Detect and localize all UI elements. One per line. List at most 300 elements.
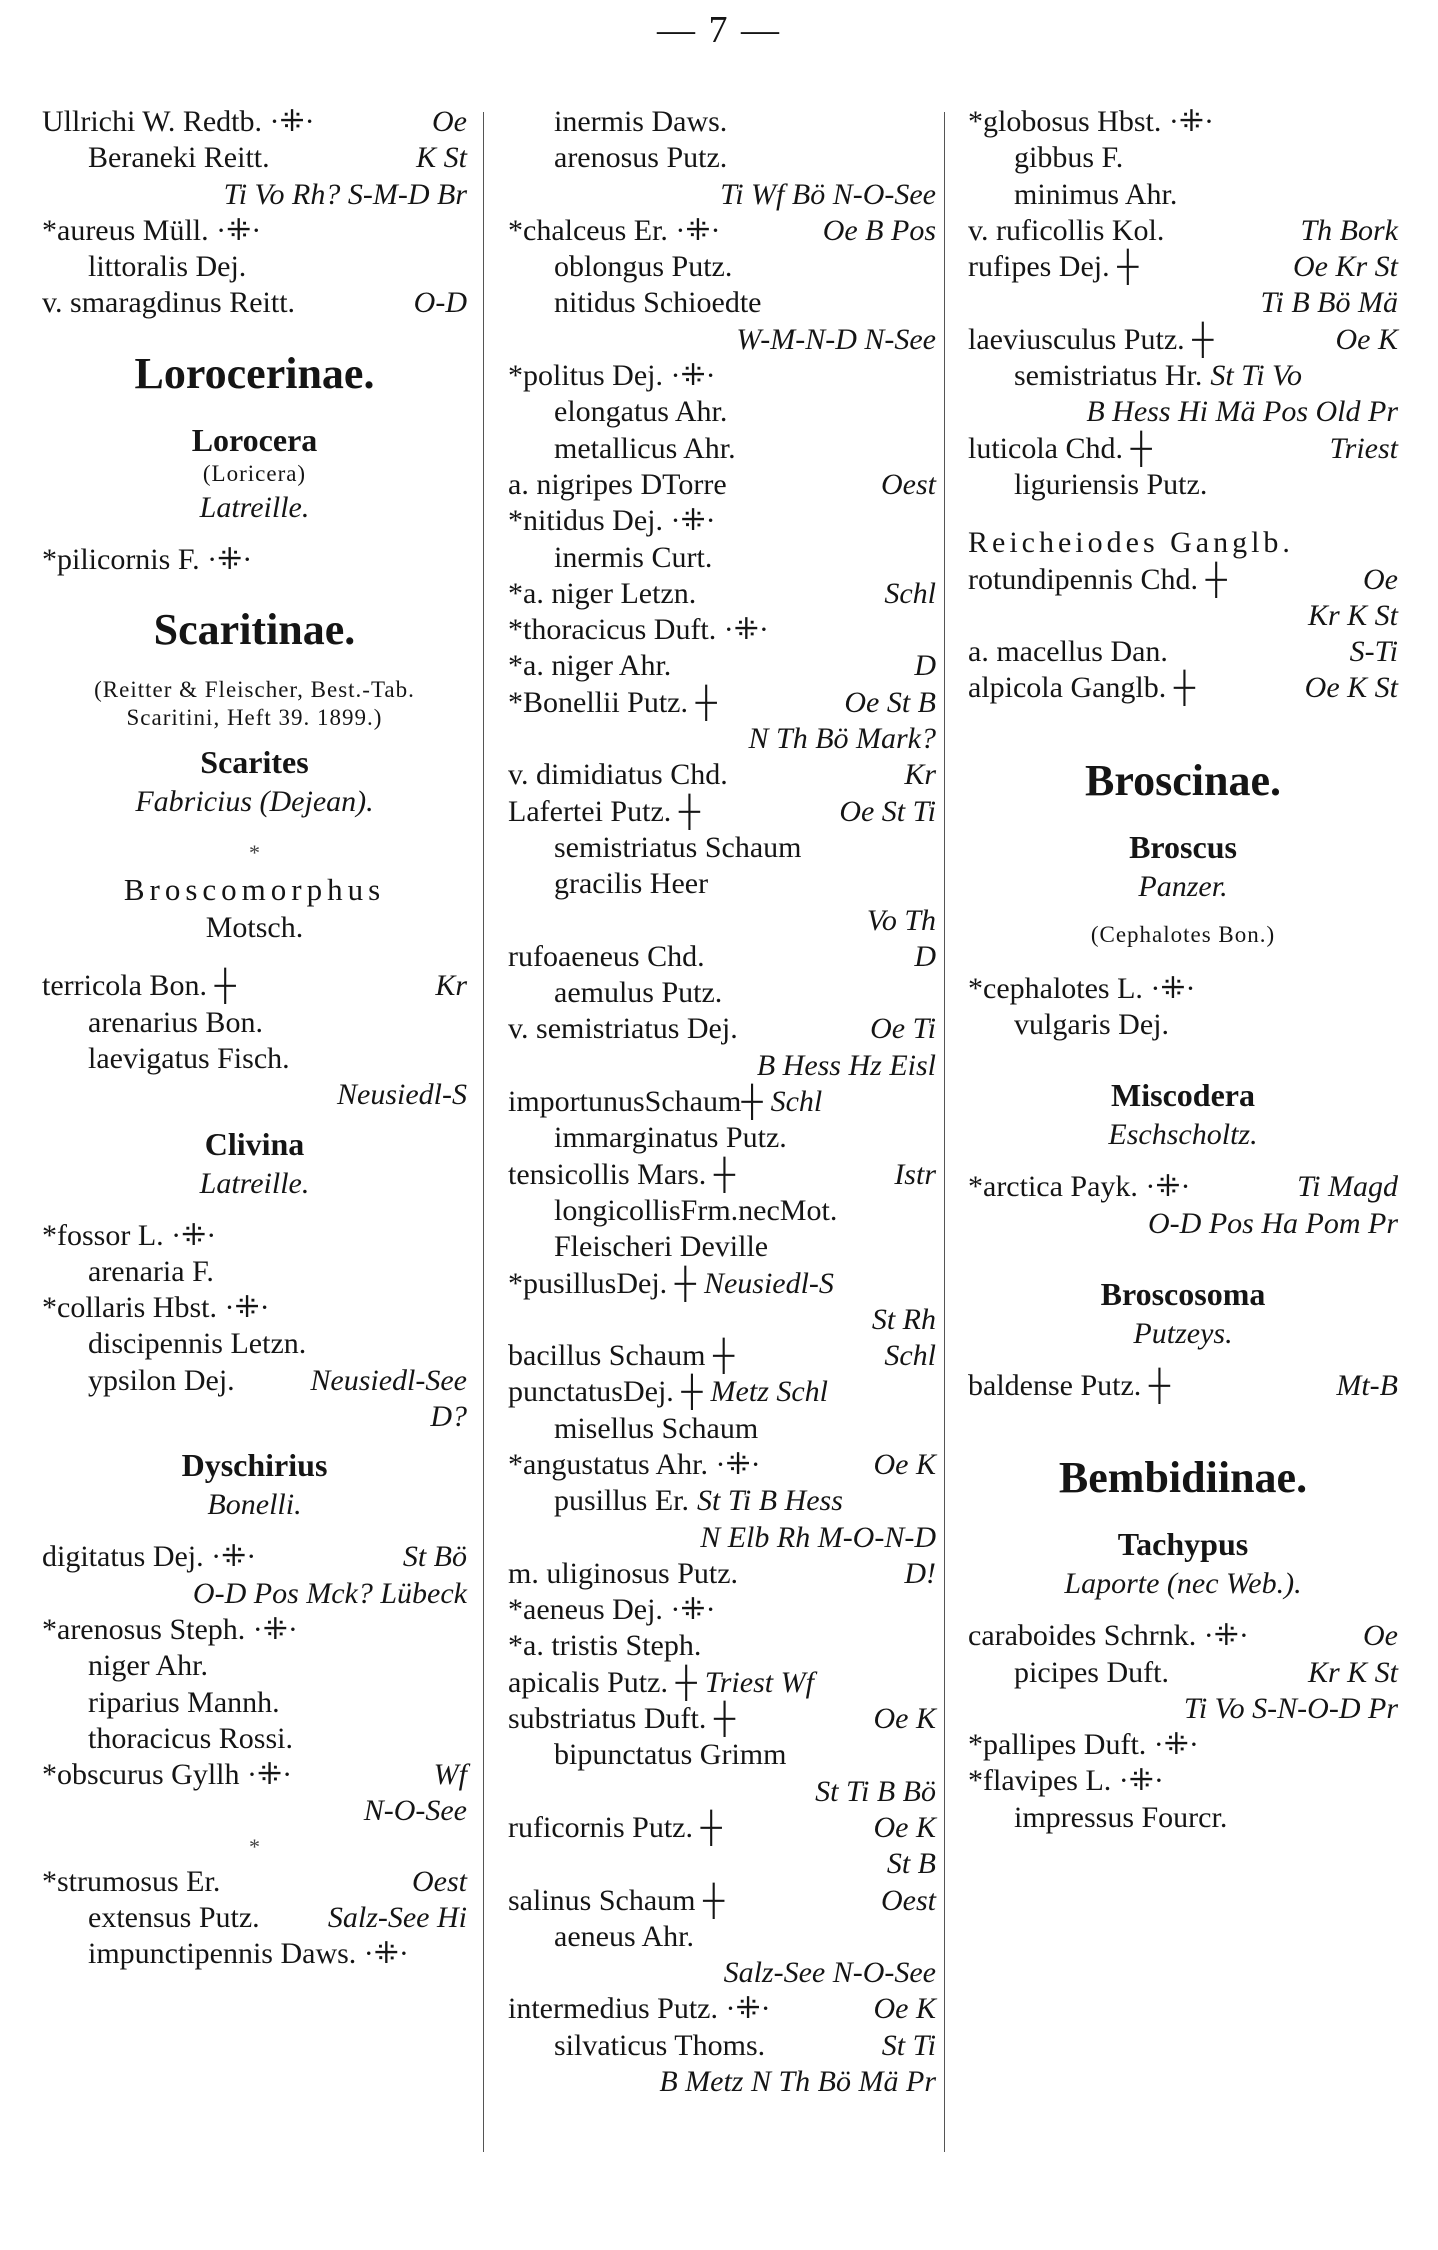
species-entry [508,1411,936,1447]
species-name: *aeneus Dej. ·⁜· [508,1593,716,1627]
species-entry [968,971,1398,1007]
species-entry [508,1846,936,1882]
species-name: inermis Curt. [554,540,713,574]
species-name: bacillus Schaum ┼ [508,1339,735,1373]
species-entry [508,1447,936,1483]
species-name: thoracicus Rossi. [88,1721,293,1755]
species-name: ruficornis Putz. ┼ [508,1810,722,1844]
species-name: *aureus Müll. ·⁜· [42,213,262,247]
species-name: v. semistriatus Dej. [508,1012,738,1046]
species-name: *globosus Hbst. ·⁜· [968,105,1214,138]
species-entry [968,140,1398,176]
species-entry [508,213,936,249]
species-name: alpicola Ganglb. ┼ [968,671,1196,705]
column-divider-right [944,112,945,2152]
species-entry [508,358,936,394]
genus-heading: Lorocera [191,421,318,458]
species-entry [42,910,467,946]
species-name: Beraneki Reitt. [88,141,270,175]
species-entry [508,2064,936,2100]
species-name: longicollisFrm.necMot. [554,1193,838,1227]
species-entry [42,285,467,321]
species-entry [968,1169,1398,1205]
distribution-text: Oe K [873,1447,936,1481]
species-entry [508,1483,936,1519]
distribution-text: St Ti [881,2028,936,2062]
species-name: discipennis Letzn. [88,1327,307,1361]
distribution-text: Oe K [873,1810,936,1844]
distribution-text: B Hess Hz Eisl [756,1048,936,1082]
spacer [42,946,467,968]
species-name: laeviusculus Putz. ┼ [968,322,1214,356]
species-entry [968,562,1398,598]
species-entry [508,1157,936,1193]
species-entry [508,540,936,576]
species-entry [42,1793,467,1829]
species-entry [968,1206,1398,1242]
species-name: inermis Daws. [554,105,728,138]
species-entry [42,1685,467,1721]
species-name: Reicheiodes Ganglb. [968,526,1294,560]
species-entry [508,1701,936,1737]
species-entry [508,939,936,975]
species-name: niger Ahr. [88,1649,208,1683]
species-entry [508,1919,936,1955]
species-name: *pilicornis F. ·⁜· [42,542,253,576]
species-entry [508,576,936,612]
separator-mark: * [249,840,260,866]
genus-heading: Clivina [204,1125,305,1162]
species-name: minimus Ahr. [1014,177,1178,211]
genus-author: Eschscholtz. [1108,1118,1258,1152]
reference-note: (Loricera) [202,460,307,486]
distribution-text: Vo Th [866,903,936,937]
species-entry [508,1628,936,1664]
distribution-text: Oe Kr St [1293,250,1398,284]
species-entry [42,1936,467,1972]
distribution-text: D? [430,1400,467,1434]
column-right [968,104,1398,1836]
species-name: intermedius Putz. ·⁜· [508,1992,771,2026]
species-name: oblongus Putz. [554,250,733,284]
distribution-text: Oe [1363,1619,1398,1653]
distribution-text: Oe St Ti [839,794,936,828]
species-name: apicalis Putz. ┼ [508,1665,697,1699]
species-name: littoralis Dej. [88,250,247,284]
spacer [968,949,1398,971]
species-name: *obscurus Gyllh ·⁜· [42,1758,293,1792]
distribution-text: Salz-See N-O-See [723,1956,936,1990]
genus-author: Fabricius (Dejean). [135,785,374,819]
spacer [968,1043,1398,1065]
distribution-text: N Th Bö Mark? [748,722,936,756]
species-entry [508,503,936,539]
species-name: laevigatus Fisch. [88,1041,290,1075]
distribution-text: Wf [433,1758,467,1792]
species-name: extensus Putz. [88,1901,260,1935]
species-name: arenarius Bon. [88,1005,263,1039]
species-name: Lafertei Putz. ┼ [508,794,701,828]
reference-note: Scaritini, Heft 39. 1899.) [126,705,383,731]
species-name: salinus Schaum ┼ [508,1883,725,1917]
subfamily-heading: Lorocerinae. [134,348,375,398]
species-name: *fossor L. ·⁜· [42,1218,217,1252]
distribution-text: B Hess Hi Mä Pos Old Pr [1086,395,1398,429]
distribution-text: Neusiedl-S [337,1078,467,1112]
distribution-text: Oe K [1335,322,1398,356]
species-name: pusillus Er. [554,1484,690,1518]
distribution-text: St Rh [871,1302,936,1336]
distribution-text: Kr K St [1307,1655,1398,1689]
separator-mark: * [249,1833,260,1859]
species-entry [508,1955,936,1991]
distribution-text: Mt-B [1336,1368,1398,1402]
species-name: *a. niger Ahr. [508,649,672,683]
distribution-text: Oest [412,1864,467,1898]
species-name: *thoracicus Duft. ·⁜· [508,613,769,647]
species-name: *chalceus Er. ·⁜· [508,213,721,247]
species-entry [42,968,467,1004]
distribution-text: St Bö [402,1540,467,1574]
distribution-text: Metz Schl [710,1375,829,1409]
species-entry [508,975,936,1011]
species-entry [968,634,1398,670]
species-entry [968,249,1398,285]
distribution-text: St Ti B Hess [697,1484,843,1518]
species-entry [968,670,1398,706]
species-entry [508,612,936,648]
species-name: *collaris Hbst. ·⁜· [42,1291,270,1325]
column-middle [508,104,936,2100]
distribution-text: K St [416,141,467,175]
distribution-text: Ti Vo Rh? S-M-D Br [223,177,467,211]
species-entry [508,866,936,902]
species-entry [508,322,936,358]
species-entry [508,1120,936,1156]
distribution-text: Th Bork [1300,213,1398,247]
species-entry [968,213,1398,249]
genus-heading: Tachypus [1117,1526,1249,1563]
species-name: Motsch. [205,911,304,945]
species-name: v. ruficollis Kol. [968,213,1165,247]
species-entry [508,1883,936,1919]
species-name: substriatus Duft. ┼ [508,1702,736,1736]
distribution-text: D [914,939,936,973]
species-entry [508,249,936,285]
species-entry [42,1612,467,1648]
subfamily-heading: Bembidiinae. [1058,1453,1308,1503]
species-entry [508,1193,936,1229]
spacer [968,707,1398,729]
species-entry [508,1556,936,1592]
species-entry [508,1737,936,1773]
distribution-text: Schl [884,1339,936,1373]
distribution-text: N Elb Rh M-O-N-D [700,1520,936,1554]
distribution-text: St Ti B Bö [815,1774,936,1808]
species-name: m. uliginosus Putz. [508,1556,739,1590]
species-entry [508,648,936,684]
species-name: semistriatus Hr. [1014,359,1203,393]
species-entry [42,1576,467,1612]
species-entry [968,1763,1398,1799]
species-name: elongatus Ahr. [554,395,728,429]
species-name: picipes Duft. [1014,1655,1169,1689]
distribution-text: Ti Wf Bö N-O-See [720,177,936,211]
distribution-text: St B [886,1847,936,1881]
species-name: *strumosus Er. [42,1864,221,1898]
distribution-text: Ti Vo S-N-O-D Pr [1183,1691,1398,1725]
species-name: ypsilon Dej. [88,1363,235,1397]
species-entry [508,431,936,467]
distribution-text: Oest [881,467,936,501]
genus-heading: Broscus [1129,828,1237,865]
species-entry [42,1077,467,1113]
distribution-text: Istr [894,1157,936,1191]
species-entry [968,1007,1398,1043]
species-name: Fleischeri Deville [554,1230,769,1264]
subgenus-heading: Broscomorphus [123,872,386,908]
distribution-text: Schl [770,1085,823,1119]
distribution-text: Oe [1363,562,1398,596]
species-name: Ullrichi W. Redtb. ·⁜· [42,105,315,138]
genus-heading: Broscosoma [1100,1275,1266,1312]
spacer [968,1404,1398,1426]
reference-note: (Reitter & Fleischer, Best.-Tab. [94,677,415,703]
species-name: *a. tristis Steph. [508,1629,702,1663]
species-name: liguriensis Putz. [1014,467,1208,501]
species-entry [968,1655,1398,1691]
species-entry [508,1374,936,1410]
distribution-text: Oe K [873,1992,936,2026]
species-name: semistriatus Schaum [554,830,802,864]
species-name: impressus Fourcr. [1014,1800,1228,1834]
distribution-text: O-D Pos Ha Pom Pr [1148,1206,1398,1240]
species-name: riparius Mannh. [88,1685,280,1719]
species-entry [508,903,936,939]
species-name: immarginatus Putz. [554,1121,787,1155]
species-entry [42,1399,467,1435]
species-entry [42,1290,467,1326]
species-entry [968,1800,1398,1836]
genus-heading: Miscodera [1111,1077,1255,1114]
species-entry [42,1900,467,1936]
species-name: a. macellus Dan. [968,635,1168,669]
genus-heading: Scarites [200,744,309,781]
column-left [42,104,467,1973]
species-entry [968,1618,1398,1654]
distribution-text: Oe St B [844,685,936,719]
distribution-text: S-Ti [1349,635,1398,669]
species-entry [42,1326,467,1362]
species-entry [508,1810,936,1846]
genus-author: Bonelli. [207,1488,302,1522]
species-entry [968,1691,1398,1727]
species-entry [42,542,467,578]
species-entry [42,1363,467,1399]
distribution-text: Oe [432,105,467,138]
species-name: rotundipennis Chd. ┼ [968,562,1227,596]
species-entry [42,249,467,285]
species-name: luticola Chd. ┼ [968,431,1152,465]
distribution-text: W-M-N-D N-See [736,322,936,356]
species-entry [508,140,936,176]
species-name: *nitidus Dej. ·⁜· [508,504,716,538]
species-entry [968,1368,1398,1404]
species-name: aeneus Ahr. [554,1919,694,1953]
species-entry [508,2028,936,2064]
species-name: a. nigripes DTorre [508,467,727,501]
species-name: rufoaeneus Chd. [508,939,705,973]
species-name: baldense Putz. ┼ [968,1368,1171,1402]
species-entry [508,1084,936,1120]
genus-author: Laporte (nec Web.). [1064,1567,1302,1601]
distribution-text: Ti Magd [1297,1170,1398,1204]
species-name: caraboides Schrnk. ·⁜· [968,1619,1249,1653]
species-name: *cephalotes L. ·⁜· [968,971,1196,1005]
species-entry [968,177,1398,213]
species-entry [42,1218,467,1254]
species-entry [968,467,1398,503]
species-entry [42,1041,467,1077]
species-entry [508,1266,936,1302]
distribution-text: Ti B Bö Mä [1260,286,1398,320]
species-entry [508,1302,936,1338]
species-name: *arctica Payk. ·⁜· [968,1170,1191,1204]
species-name: silvaticus Thoms. [554,2028,766,2062]
distribution-text: Salz-See Hi [327,1901,467,1935]
species-entry [968,525,1398,561]
species-name: digitatus Dej. ·⁜· [42,1540,257,1574]
distribution-text: Oest [881,1883,936,1917]
species-name: punctatusDej. ┼ [508,1375,703,1409]
species-entry [508,685,936,721]
distribution-text: Kr [435,969,467,1003]
page-number: — 7 — [657,9,781,51]
species-entry [508,285,936,321]
species-entry [42,1864,467,1900]
genus-author: Panzer. [1138,869,1228,903]
genus-heading: Dyschirius [181,1447,328,1484]
species-entry [42,1757,467,1793]
distribution-text: Schl [884,576,936,610]
species-entry [968,104,1398,140]
species-entry [42,104,467,140]
distribution-text: Triest Wf [704,1665,814,1699]
distribution-text: D [914,649,936,683]
species-entry [42,177,467,213]
species-name: impunctipennis Daws. ·⁜· [88,1937,409,1971]
species-entry [508,1665,936,1701]
genus-author: Putzeys. [1133,1316,1233,1350]
species-entry [42,1721,467,1757]
species-name: misellus Schaum [554,1411,759,1445]
species-entry [968,598,1398,634]
distribution-text: Oe Ti [870,1012,936,1046]
species-name: *pallipes Duft. ·⁜· [968,1728,1199,1762]
species-name: arenaria F. [88,1254,214,1288]
distribution-text: Neusiedl-See [310,1363,467,1397]
species-entry [508,177,936,213]
species-name: rufipes Dej. ┼ [968,250,1139,284]
species-entry [968,394,1398,430]
species-name: nitidus Schioedte [554,286,762,320]
distribution-text: B Metz N Th Bö Mä Pr [659,2065,936,2099]
distribution-text: N-O-See [363,1794,467,1828]
species-name: *pusillusDej. ┼ [508,1266,696,1300]
spacer [968,1242,1398,1264]
species-entry [42,1539,467,1575]
species-entry [508,467,936,503]
species-name: *flavipes L. ·⁜· [968,1764,1164,1798]
species-name: gracilis Heer [554,867,709,901]
species-entry [508,1520,936,1556]
distribution-text: O-D Pos Mck? Lübeck [192,1576,467,1610]
distribution-text: O-D [413,286,467,320]
species-entry [508,394,936,430]
species-entry [508,794,936,830]
species-name: v. dimidiatus Chd. [508,758,728,792]
spacer [968,503,1398,525]
subfamily-heading: Broscinae. [1085,755,1281,805]
species-name: *a. niger Letzn. [508,576,697,610]
species-entry [508,104,936,140]
distribution-text: Kr K St [1307,598,1398,632]
species-name: *politus Dej. ·⁜· [508,359,716,393]
species-entry [508,1991,936,2027]
species-name: aemulus Putz. [554,976,723,1010]
species-entry [968,358,1398,394]
species-entry [508,757,936,793]
reference-note: (Cephalotes Bon.) [1090,921,1276,947]
species-name: metallicus Ahr. [554,431,736,465]
distribution-text: St Ti Vo [1210,359,1303,393]
distribution-text: D! [904,1556,936,1590]
species-name: arenosus Putz. [554,141,728,175]
species-name: gibbus F. [1014,141,1124,175]
species-entry [42,1254,467,1290]
genus-author: Latreille. [199,1166,310,1200]
distribution-text: Oe K [873,1702,936,1736]
species-entry [508,1592,936,1628]
species-name: *Bonellii Putz. ┼ [508,685,717,719]
species-name: terricola Bon. ┼ [42,969,236,1003]
distribution-text: Oe K St [1304,671,1398,705]
species-name: *angustatus Ahr. ·⁜· [508,1447,761,1481]
column-divider-left [483,112,484,2152]
species-name: vulgaris Dej. [1014,1008,1169,1042]
species-entry [508,1774,936,1810]
distribution-text: Oe B Pos [822,213,936,247]
species-name: tensicollis Mars. ┼ [508,1157,736,1191]
species-entry [508,721,936,757]
species-entry [508,1229,936,1265]
distribution-text: Kr [904,758,936,792]
distribution-text: Triest [1329,431,1398,465]
species-entry [42,1648,467,1684]
species-entry [508,830,936,866]
species-entry [968,285,1398,321]
distribution-text: Neusiedl-S [703,1266,834,1300]
species-entry [508,1338,936,1374]
species-entry [508,1048,936,1084]
species-name: *arenosus Steph. ·⁜· [42,1612,298,1646]
species-entry [42,140,467,176]
species-entry [42,213,467,249]
species-name: importunusSchaum┼ [508,1085,763,1119]
species-name: bipunctatus Grimm [554,1738,787,1772]
species-name: v. smaragdinus Reitt. [42,286,296,320]
species-entry [508,1011,936,1047]
